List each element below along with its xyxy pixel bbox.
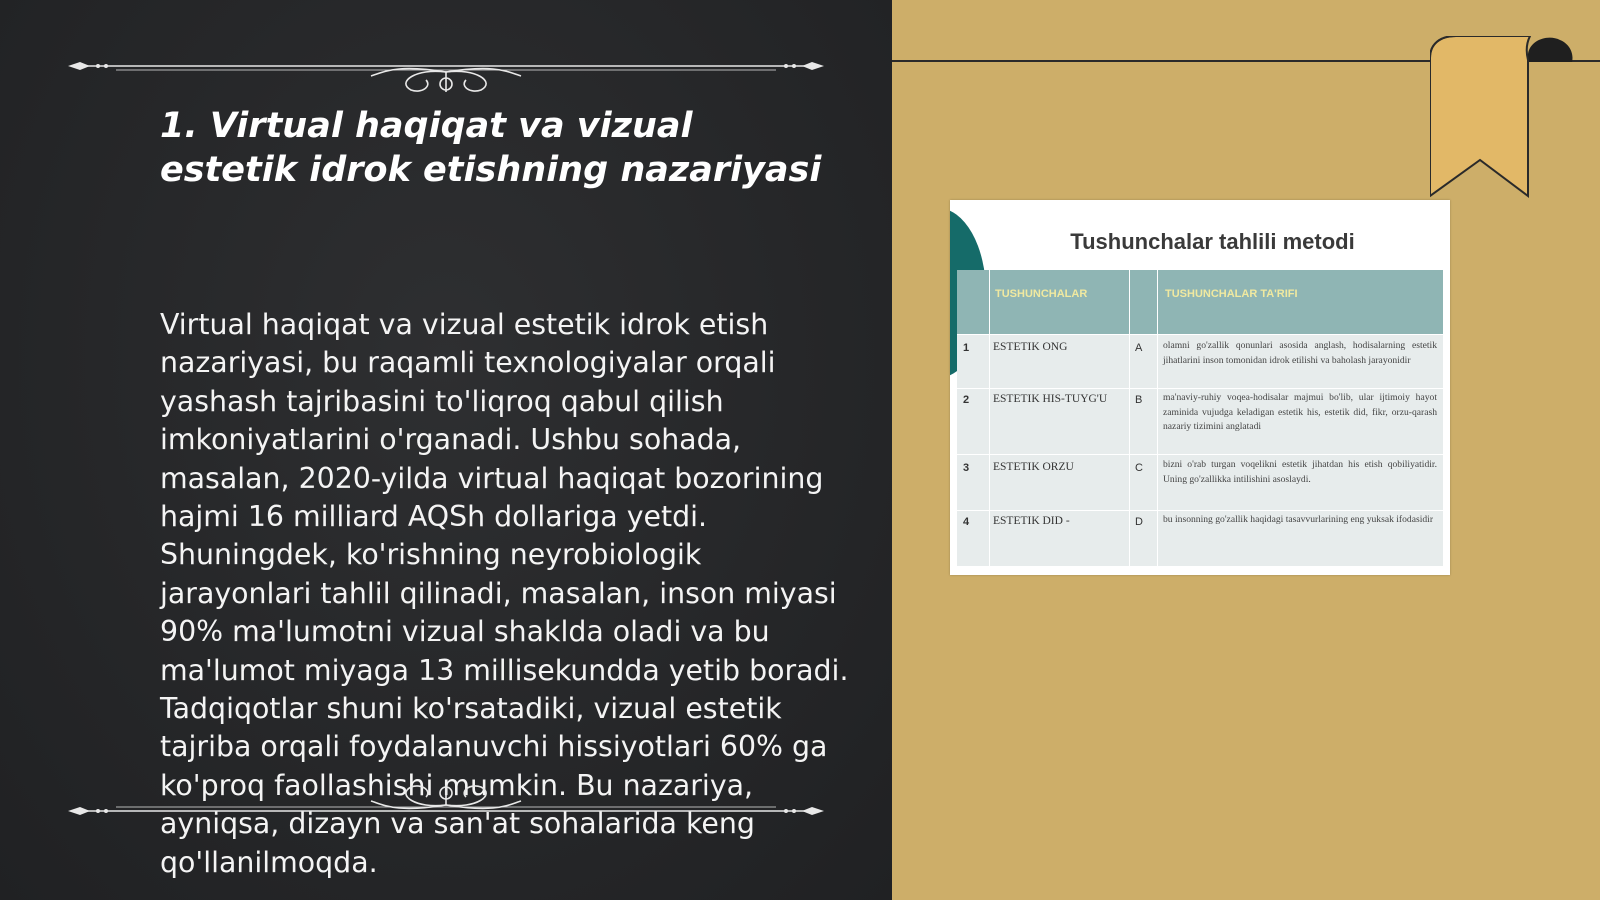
table-header-terms: TUSHUNCHALAR <box>995 288 1088 300</box>
row-letter: A <box>1135 342 1143 354</box>
bottom-ornament-divider <box>66 785 826 835</box>
slide-body-text: Virtual haqiqat va vizual estetik idrok etish nazariyasi, bu raqamli texnologiyalar orqali yashash tajribasini to'liqroq qabul qilish imkoniyatlarini o'rganadi. Ushbu sohada, masalan, 2020-yilda virtual haqiqat bozorining hajmi 16 milliard AQSh dollariga yetdi. Shuningdek, ko'rishning neyrobiologik jarayonlari tahlil qilinadi, masalan, inson miyasi 90% ma'lumotni vizual shaklda oladi va bu ma'lumot miyaga 13 millisekundda yetib boradi. Tadqiqotlar shuni ko'rsatadiki, vizual estetik tajriba orqali foydalanuvchi hissiyotlari 60% ga ko'proq faollashishi mumkin. Bu nazariya, ayniqsa, dizayn va san'at sohalarida keng qo'llanilmoqda. <box>160 308 849 879</box>
row-number: 4 <box>963 516 970 528</box>
row-term: ESTETIK ORZU <box>993 461 1074 473</box>
top-ornament-divider <box>66 42 826 92</box>
row-definition: bizni o'rab turgan voqelikni estetik jihatdan his etish qobiliyatidir. Uning go'zallikka intilishini asoslaydi. <box>1163 459 1437 485</box>
table-header-row <box>957 270 1443 334</box>
row-letter: B <box>1135 394 1143 406</box>
row-definition: ma'naviy-ruhiy voqea-hodisalar majmui bo'lib, ular ijtimoiy hayot zaminida vujudga keladigan estetik his, estetik did, fikr, orzu-qarash nazariy tizimini anglatadi <box>1163 392 1437 432</box>
slide-title: 1. Virtual haqiqat va vizual estetik idrok etishning nazariyasi <box>160 106 822 190</box>
row-term: ESTETIK HIS-TUYG'U <box>993 393 1108 405</box>
row-definition: bu insonning go'zallik haqidagi tasavvurlarining eng yuksak ifodasidir <box>1163 514 1434 525</box>
row-number: 1 <box>963 342 970 354</box>
embedded-image-title: Tushunchalar tahlili metodi <box>1070 229 1355 254</box>
row-term: ESTETIK ONG <box>993 341 1068 353</box>
bookmark-ribbon-icon <box>1430 36 1590 200</box>
concept-analysis-table <box>957 270 1443 566</box>
row-letter: C <box>1135 462 1143 474</box>
row-term: ESTETIK DID - <box>993 515 1070 527</box>
embedded-concept-table-image <box>950 200 1450 575</box>
row-number: 3 <box>963 462 970 474</box>
row-definition: olamni go'zallik qonunlari asosida anglash, hodisalarning estetik jihatlarini inson tomonidan idrok etilishi va baholash jarayonidir <box>1163 340 1437 366</box>
row-number: 2 <box>963 394 970 406</box>
table-header-definitions: TUSHUNCHALAR TA'RIFI <box>1165 288 1298 300</box>
row-letter: D <box>1135 516 1143 528</box>
